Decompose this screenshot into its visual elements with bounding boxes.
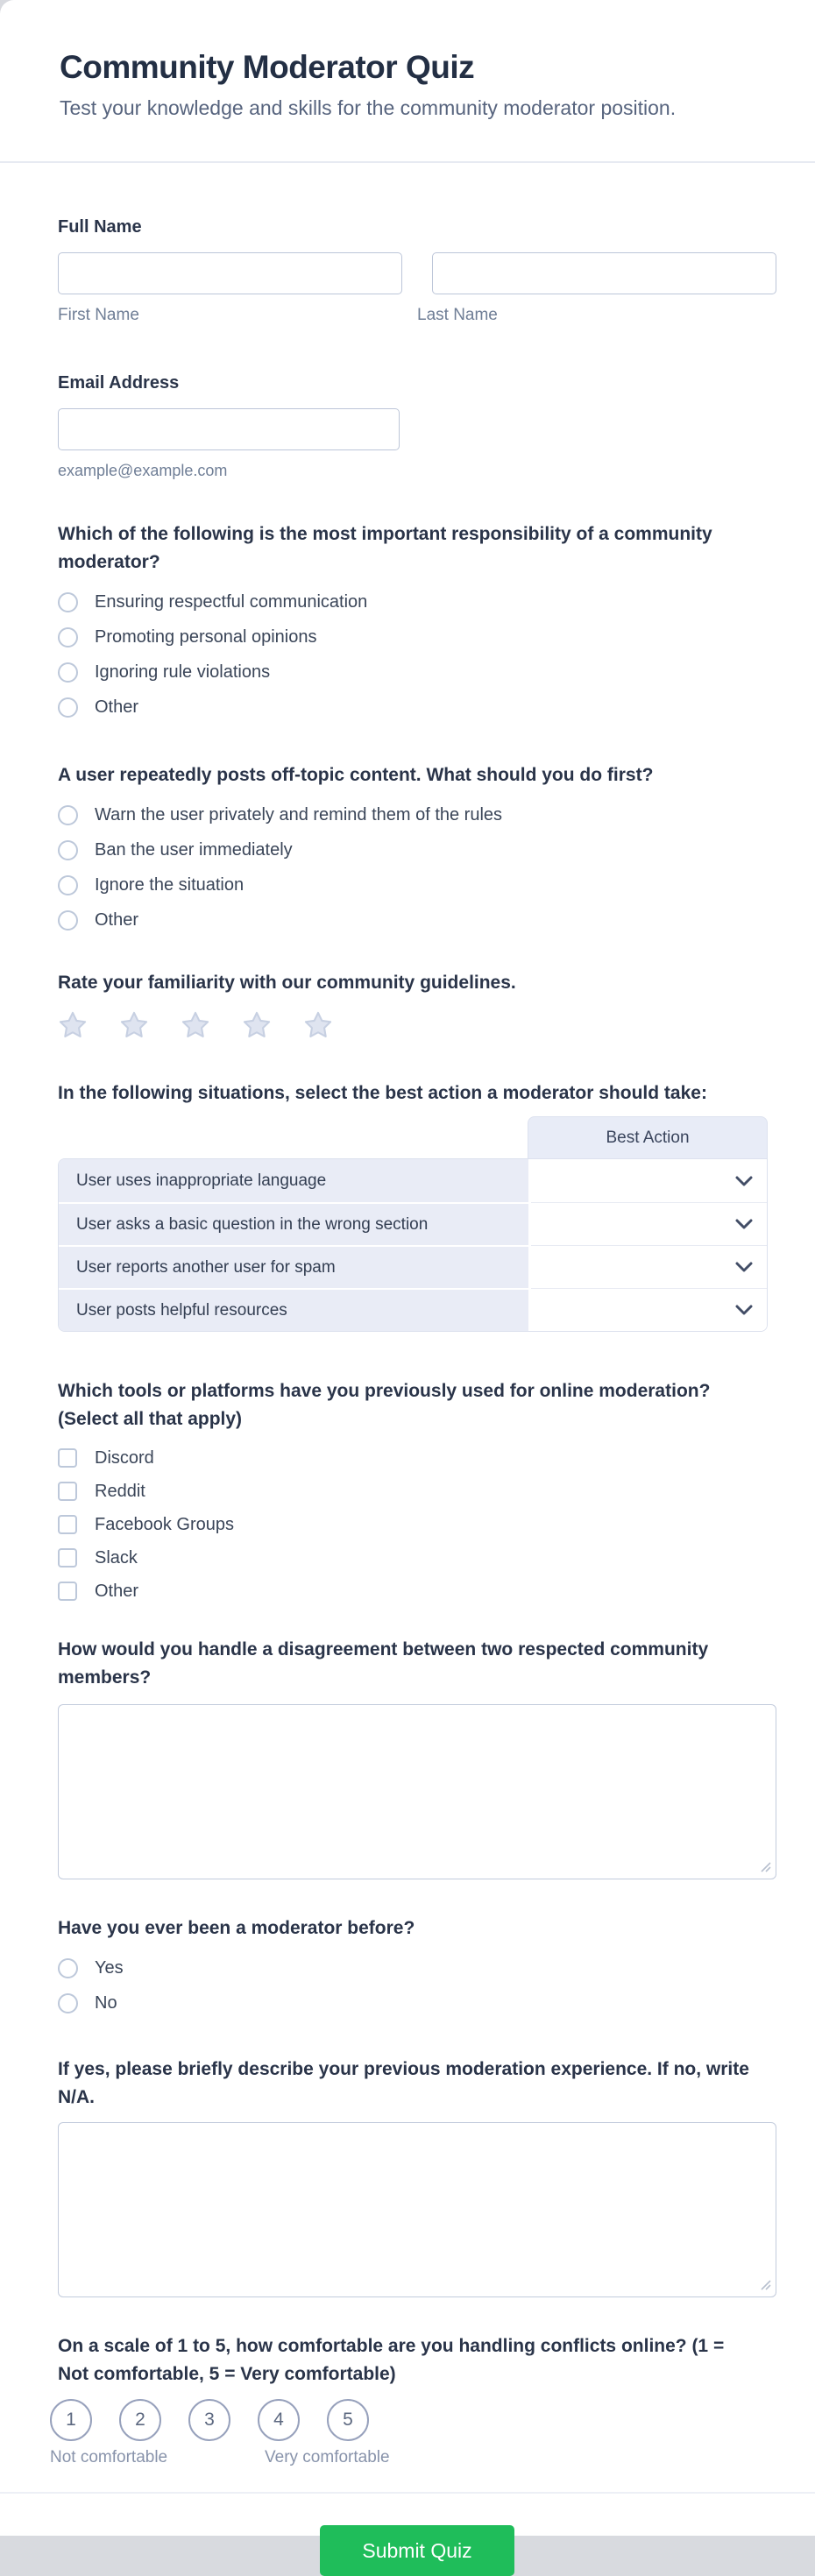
- best-action-select-row-2[interactable]: [528, 1202, 767, 1245]
- scale-value: 5: [343, 2410, 353, 2430]
- radio-icon[interactable]: [58, 805, 78, 825]
- disagreement-label: How would you handle a disagreement between two respected community members?: [58, 1639, 709, 1688]
- checkbox-option[interactable]: [58, 1575, 776, 1608]
- star-icon[interactable]: [57, 1009, 89, 1041]
- radio-option[interactable]: [58, 1950, 776, 1985]
- best-action-select-row-1[interactable]: [528, 1159, 767, 1202]
- last-name-sublabel: Last Name: [417, 306, 498, 324]
- radio-option-label: Other: [95, 909, 139, 930]
- question-tools: [58, 1377, 776, 1608]
- scale-option-2[interactable]: [119, 2399, 161, 2441]
- scale-option-3[interactable]: [188, 2399, 230, 2441]
- star-icon[interactable]: [302, 1009, 334, 1041]
- radio-option[interactable]: [58, 867, 776, 902]
- experience-textarea[interactable]: [58, 2122, 776, 2297]
- radio-option-label: Ignoring rule violations: [95, 662, 271, 682]
- responsibility-label: Which of the following is the most important responsibility of a community moderator?: [58, 524, 712, 572]
- scale-option-4[interactable]: [258, 2399, 300, 2441]
- radio-icon[interactable]: [58, 1958, 78, 1978]
- radio-option-label: Ignore the situation: [95, 874, 244, 895]
- email-input[interactable]: [58, 408, 400, 450]
- question-rating: [58, 969, 776, 1041]
- scale-option-5[interactable]: [327, 2399, 369, 2441]
- radio-option[interactable]: [58, 584, 776, 619]
- radio-option-label: Other: [95, 697, 139, 717]
- last-name-input[interactable]: [432, 252, 776, 294]
- radio-option[interactable]: [58, 655, 776, 690]
- checkbox-option[interactable]: [58, 1475, 776, 1508]
- scale-value: 1: [66, 2410, 76, 2430]
- question-responsibility: [58, 520, 776, 725]
- radio-option[interactable]: [58, 832, 776, 867]
- matrix-row: [59, 1288, 767, 1331]
- first-name-input[interactable]: [58, 252, 402, 294]
- checkbox-option-label: Discord: [95, 1447, 154, 1468]
- question-email: [58, 369, 776, 480]
- checkbox-icon[interactable]: [58, 1548, 77, 1568]
- radio-icon[interactable]: [58, 1993, 78, 2013]
- checkbox-option-label: Facebook Groups: [95, 1514, 234, 1534]
- star-icon[interactable]: [180, 1009, 211, 1041]
- radio-option-label: Ensuring respectful communication: [95, 591, 368, 612]
- scale-option-1[interactable]: [50, 2399, 92, 2441]
- moderator-before-label: Have you ever been a moderator before?: [58, 1918, 415, 1938]
- radio-option[interactable]: [58, 1985, 776, 2020]
- email-label: Email Address: [58, 373, 180, 393]
- matrix-row: [59, 1202, 767, 1245]
- disagreement-textarea[interactable]: [58, 1704, 776, 1879]
- radio-icon[interactable]: [58, 875, 78, 895]
- radio-icon[interactable]: [58, 697, 78, 718]
- matrix-table: [58, 1116, 768, 1332]
- star-rating: [57, 1009, 776, 1041]
- matrix-row: [59, 1159, 767, 1202]
- matrix-row: [59, 1245, 767, 1288]
- scale-label: On a scale of 1 to 5, how comfortable are you handling conflicts online? (1 = Not comfortable, 5 = Very comfortable): [58, 2336, 725, 2384]
- first-name-sublabel: First Name: [58, 306, 139, 324]
- checkbox-option[interactable]: [58, 1441, 776, 1475]
- radio-option-label: Promoting personal opinions: [95, 626, 317, 647]
- checkbox-option-label: Slack: [95, 1547, 138, 1568]
- scale-right-label: Very comfortable: [265, 2448, 390, 2466]
- experience-label: If yes, please briefly describe your previous moderation experience. If no, write N/A.: [58, 2059, 749, 2107]
- offtopic-label: A user repeatedly posts off-topic content. What should you do first?: [58, 765, 654, 785]
- radio-icon[interactable]: [58, 910, 78, 931]
- checkbox-icon[interactable]: [58, 1448, 77, 1468]
- scale-left-label: Not comfortable: [50, 2448, 168, 2466]
- star-icon[interactable]: [118, 1009, 150, 1041]
- checkbox-icon[interactable]: [58, 1515, 77, 1534]
- question-offtopic: [58, 761, 776, 938]
- question-moderator-before: [58, 1914, 776, 2020]
- radio-icon[interactable]: [58, 627, 78, 648]
- full-name-label: Full Name: [58, 217, 142, 237]
- submit-button[interactable]: Submit Quiz: [320, 2525, 514, 2576]
- scale-value: 3: [204, 2410, 215, 2430]
- radio-option[interactable]: [58, 902, 776, 938]
- question-full-name: [58, 213, 776, 325]
- checkbox-option-label: Other: [95, 1581, 139, 1601]
- scale-value: 4: [273, 2410, 284, 2430]
- radio-icon[interactable]: [58, 840, 78, 860]
- matrix-label: In the following situations, select the best action a moderator should take:: [58, 1083, 707, 1103]
- matrix-column-header: Best Action: [528, 1116, 768, 1158]
- chevron-down-icon: [735, 1262, 753, 1272]
- star-icon[interactable]: [241, 1009, 273, 1041]
- best-action-select-row-4[interactable]: [528, 1288, 767, 1331]
- radio-option-label: Yes: [95, 1957, 124, 1978]
- question-experience: [58, 2056, 776, 2297]
- form-subtitle: Test your knowledge and skills for the community moderator position.: [60, 96, 677, 119]
- chevron-down-icon: [735, 1176, 753, 1186]
- tools-label: Which tools or platforms have you previously used for online moderation? (Select all that apply): [58, 1381, 711, 1429]
- radio-option-label: Ban the user immediately: [95, 839, 293, 860]
- question-disagreement: [58, 1636, 776, 1879]
- form-title: Community Moderator Quiz: [60, 49, 475, 85]
- radio-option-label: Warn the user privately and remind them of the rules: [95, 804, 503, 824]
- checkbox-option-label: Reddit: [95, 1481, 145, 1501]
- header-divider: [0, 161, 815, 163]
- scale-options: [50, 2399, 776, 2441]
- checkbox-option[interactable]: [58, 1541, 776, 1575]
- email-sublabel: example@example.com: [58, 462, 228, 479]
- matrix-row-label: User reports another user for spam: [59, 1245, 528, 1288]
- scale-value: 2: [135, 2410, 145, 2430]
- matrix-row-label: User asks a basic question in the wrong section: [59, 1202, 528, 1245]
- matrix-row-label: User uses inappropriate language: [59, 1159, 528, 1202]
- radio-option-label: No: [95, 1992, 117, 2013]
- checkbox-icon[interactable]: [58, 1582, 77, 1601]
- radio-option[interactable]: [58, 690, 776, 725]
- radio-icon[interactable]: [58, 592, 78, 612]
- checkbox-option[interactable]: [58, 1508, 776, 1541]
- rating-label: Rate your familiarity with our community guidelines.: [58, 973, 516, 993]
- radio-option[interactable]: [58, 619, 776, 655]
- radio-option[interactable]: [58, 797, 776, 832]
- form-header: [0, 0, 815, 120]
- best-action-select-row-3[interactable]: [528, 1245, 767, 1288]
- checkbox-icon[interactable]: [58, 1482, 77, 1501]
- question-scale: [50, 2332, 776, 2469]
- question-matrix: [58, 1079, 776, 1332]
- radio-icon[interactable]: [58, 662, 78, 683]
- matrix-row-label: User posts helpful resources: [59, 1288, 528, 1331]
- chevron-down-icon: [735, 1219, 753, 1229]
- chevron-down-icon: [735, 1305, 753, 1315]
